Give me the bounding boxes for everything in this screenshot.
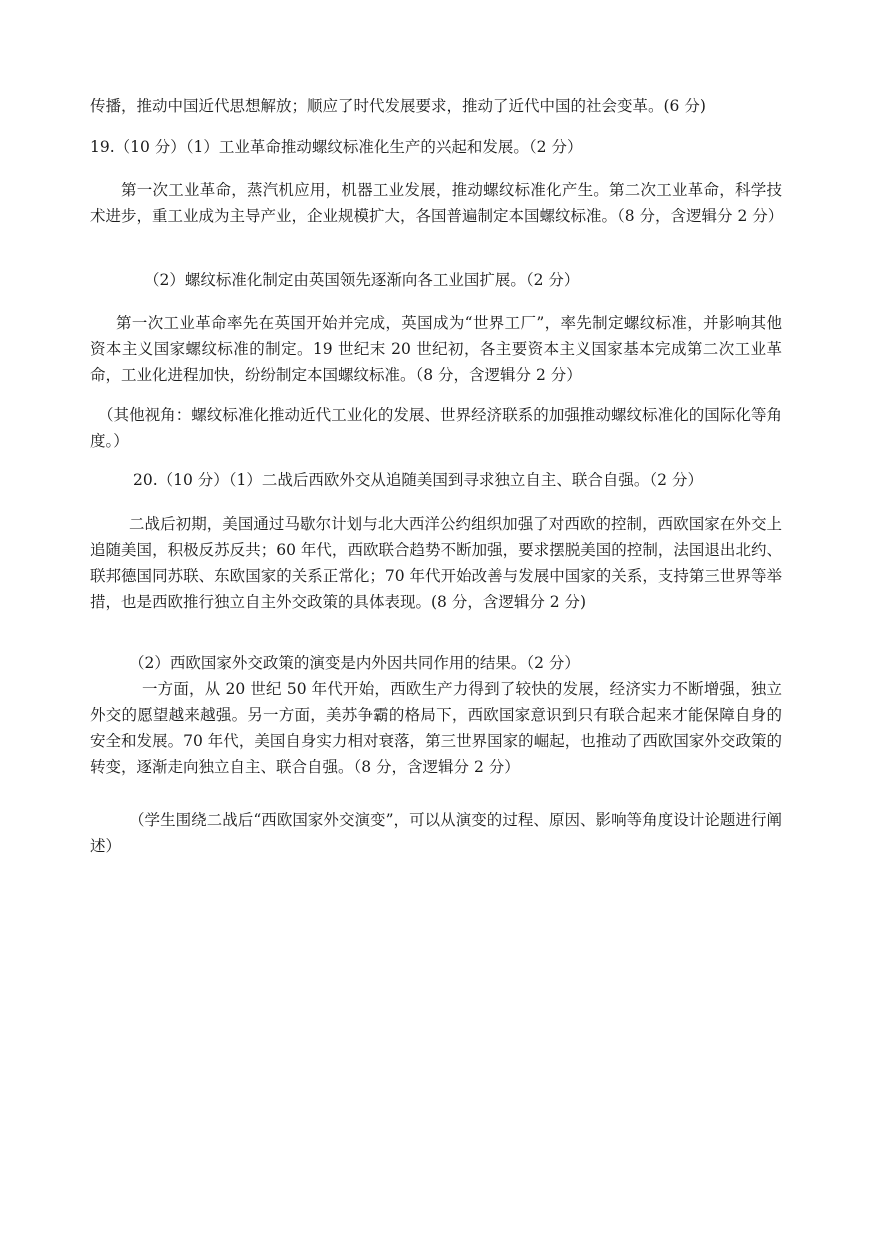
- q19-subheading-2: （2）螺纹标准化制定由英国领先逐渐向各工业国扩展。（2 分）: [144, 271, 580, 289]
- q20-subheading-2: （2）西欧国家外交政策的演变是内外因共同作用的结果。（2 分）: [129, 654, 580, 672]
- q19-heading: 19.（10 分）（1）工业革命推动螺纹标准化生产的兴起和发展。（2 分）: [90, 138, 583, 156]
- continuation-text: 传播，推动中国近代思想解放；顺应了时代发展要求，推动了近代中国的社会变革。(6 分): [90, 97, 706, 115]
- q20-note: （学生围绕二战后“西欧国家外交演变”，可以从演变的过程、原因、影响等角度设计论题进行阐述）: [90, 811, 782, 855]
- q19-paragraph-2: 第一次工业革命率先在英国开始并完成，英国成为“世界工厂”，率先制定螺纹标准，并影响其他资本主义国家螺纹标准的制定。19 世纪末 20 世纪初，各主要资本主义国家基本完成第二次工业革命，工业化进程加快，纷纷制定本国螺纹标准。（8 分，含逻辑分 2 分）: [90, 314, 782, 384]
- q19-paragraph-1: 第一次工业革命，蒸汽机应用，机器工业发展，推动螺纹标准化产生。第二次工业革命，科学技术进步，重工业成为主导产业，企业规模扩大，各国普遍制定本国螺纹标准。（8 分，含逻辑分 2 分）: [90, 181, 784, 225]
- q20-heading: 20.（10 分）（1）二战后西欧外交从追随美国到寻求独立自主、联合自强。（2 分）: [133, 471, 703, 489]
- q19-other-perspective: （其他视角：螺纹标准化推动近代工业化的发展、世界经济联系的加强推动螺纹标准化的国际化等角度。）: [90, 406, 782, 450]
- q20-paragraph-1: 二战后初期，美国通过马歇尔计划与北大西洋公约组织加强了对西欧的控制，西欧国家在外交上追随美国，积极反苏反共；60 年代，西欧联合趋势不断加强，要求摆脱美国的控制，法国退出北约、联邦德国同苏联、东欧国家的关系正常化；70 年代开始改善与发展中国家的关系，支持第三世界等举措，也是西欧推行独立自主外交政策的具体表现。(8 分，含逻辑分 2 分): [90, 515, 782, 611]
- q20-paragraph-2: 一方面，从 20 世纪 50 年代开始，西欧生产力得到了较快的发展，经济实力不断增强，独立外交的愿望越来越强。另一方面，美苏争霸的格局下，西欧国家意识到只有联合起来才能保障自身的安全和发展。70 年代，美国自身实力相对衰落，第三世界国家的崛起，也推动了西欧国家外交政策的转变，逐渐走向独立自主、联合自强。（8 分，含逻辑分 2 分）: [90, 680, 782, 776]
